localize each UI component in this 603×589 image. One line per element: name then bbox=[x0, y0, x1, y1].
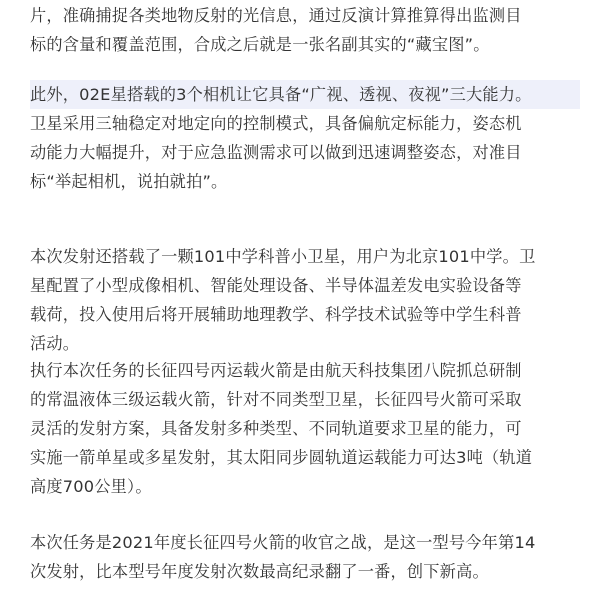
text-line: 实施一箭单星或多星发射，其太阳同步圆轨道运载能力可达3吨（轨道 bbox=[30, 448, 533, 467]
text-line: 灵活的发射方案，具备发射多种类型、不同轨道要求卫星的能力，可 bbox=[30, 419, 522, 438]
text-line: 本次任务是2021年度长征四号火箭的收官之战，是这一型号今年第14 bbox=[30, 533, 536, 552]
text-line: 动能力大幅提升，对于应急监测需求可以做到迅速调整姿态，对准目 bbox=[30, 143, 522, 162]
text-line: 卫星采用三轴稳定对地定向的控制模式，具备偏航定标能力，姿态机 bbox=[30, 114, 522, 133]
text-line-selected: 此外，02E星搭载的3个相机让它具备“广视、透视、夜视”三大能力。 bbox=[30, 80, 580, 109]
text-line: 活动。 bbox=[30, 334, 80, 353]
text-line: 本次发射还搭载了一颗101中学科普小卫星，用户为北京101中学。卫 bbox=[30, 247, 536, 266]
text-line: 标的含量和覆盖范围，合成之后就是一张名副其实的“藏宝图”。 bbox=[30, 35, 490, 54]
text-line: 执行本次任务的长征四号丙运载火箭是由航天科技集团八院抓总研制 bbox=[30, 361, 522, 380]
text-line: 次发射，比本型号年度发射次数最高纪录翻了一番，创下新高。 bbox=[30, 562, 489, 581]
paragraph-camera-capabilities bbox=[30, 80, 580, 196]
text-line: 星配置了小型成像相机、智能处理设备、半导体温差发电实验设备等 bbox=[30, 276, 522, 295]
paragraph-school-satellite bbox=[30, 242, 580, 358]
paragraph-spectral-imaging bbox=[30, 1, 580, 59]
text-line: 的常温液体三级运载火箭，针对不同类型卫星，长征四号火箭可采取 bbox=[30, 390, 522, 409]
text-line: 片，准确捕捉各类地物反射的光信息，通过反演计算推算得出监测目 bbox=[30, 6, 522, 25]
text-line: 载荷，投入使用后将开展辅助地理教学、科学技术试验等中学生科普 bbox=[30, 305, 522, 324]
text-line: 高度700公里）。 bbox=[30, 477, 152, 496]
text-line: 标“举起相机，说拍就拍”。 bbox=[30, 172, 228, 191]
paragraph-final-mission bbox=[30, 528, 580, 586]
paragraph-launch-vehicle bbox=[30, 356, 580, 501]
